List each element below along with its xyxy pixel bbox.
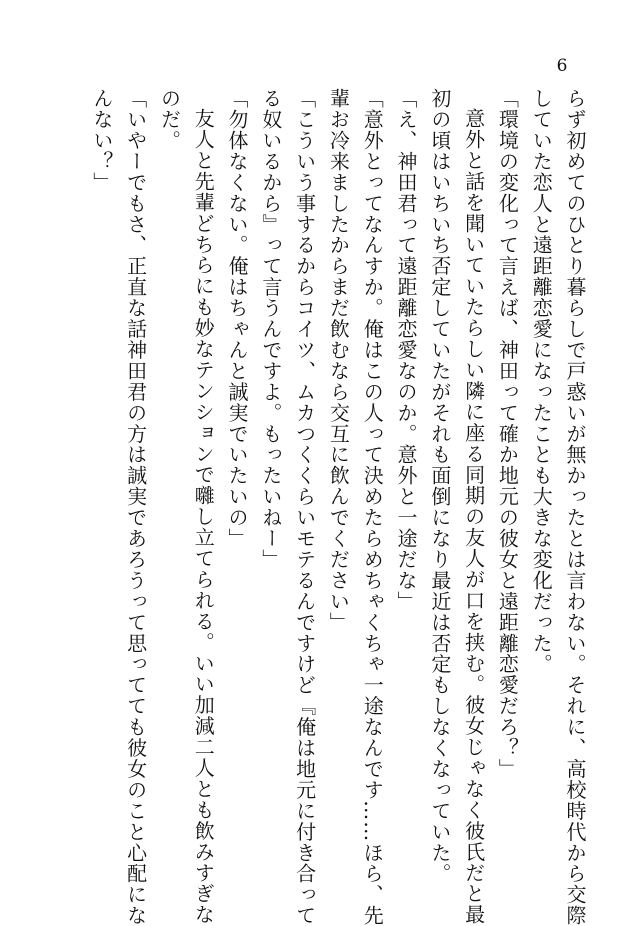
vertical-text-block [84,88,591,926]
paragraph-7: 「勿体なくない。俺はちゃんと誠実でいたいの」 [225,88,250,549]
paragraph-1: らず初めてのひとり暮らしで戸惑いが無かったとは言わない。それに、高校時代から交際 していた恋人と遠距離恋愛になったことも大きな変化だった。 [529,88,587,926]
page-number: 6 [556,56,568,76]
paragraph-4: 「え、神田君って遠距離恋愛なのか。意外と一途だな」 [394,88,419,612]
paragraph-6: 「こういう事するからコイツ、ムカつくくらいモテるんですけど『俺は地元に付き合って る奴いるから』って言うんですよ。もったいねー」 [258,88,317,926]
paragraph-3: 意外と話を聞いていたらしい隣に座る同期の友人が口を挟む。彼女じゃなく彼氏だと最 初の頃はいちいち否定していたがそれも面倒になり最近は否定もしなくなっていた。 [427,88,486,926]
paragraph-2: 「環境の変化って言えば、神田って確か地元の彼女と遠距離恋愛だろ？」 [495,88,520,780]
paragraph-9: 「いやーでもさ、正直な話神田君の方は誠実であろうって思ってても彼女のこと心配にな んない？」 [89,88,148,926]
paragraph-5: 「意外とってなんすか。俺はこの人って決めたらめちゃくちゃ一途なんです……ほら、先 輩お冷来ましたからまだ飲むなら交互に飲んでください」 [326,88,385,926]
paragraph-8: 友人と先輩どちらにも妙なテンションで囃し立てられる。いい加減二人とも飲みすぎな のだ。 [157,88,216,926]
